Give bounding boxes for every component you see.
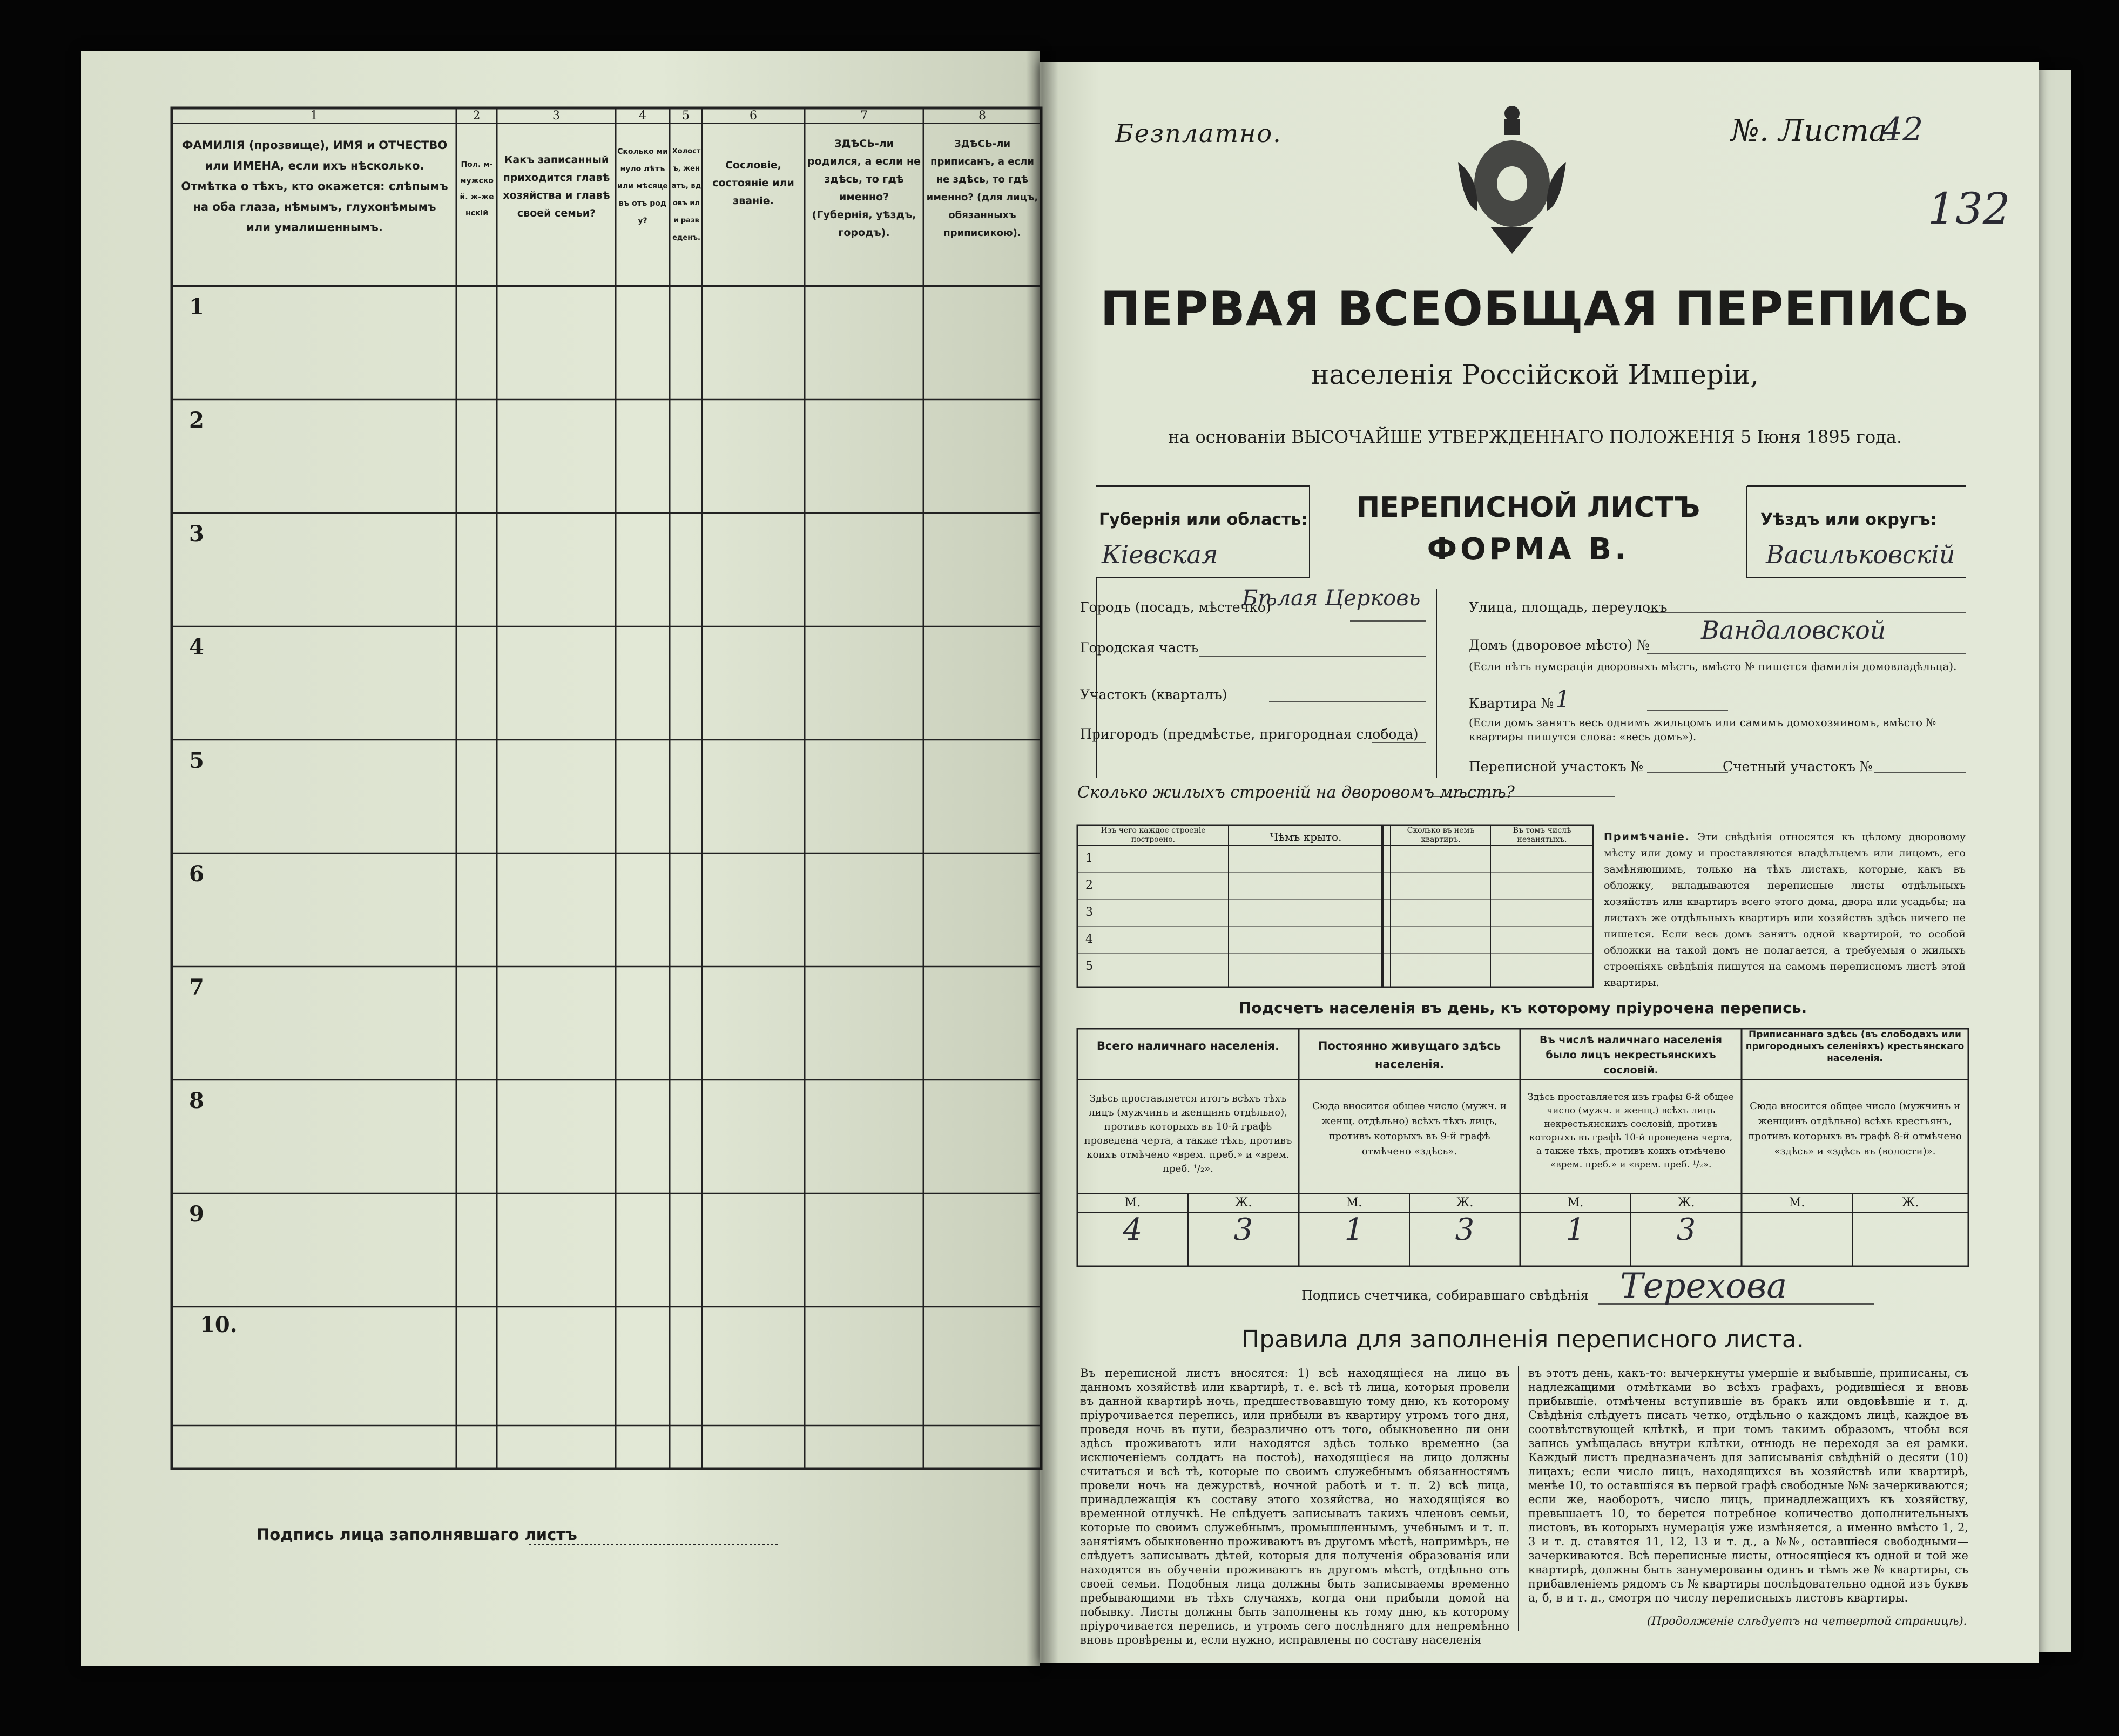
rules-text-right: въ этотъ день, какъ-то: вычеркнуты умершіе и выбывшіе, приписаны, съ надлежащими отмѣтками во всѣхъ графахъ, родившіеся и вновь прибывшіе. отмѣчены вступившіе въ бракъ или овдовѣвшіе и т. д. Свѣдѣнія слѣдуетъ писать четко, отдѣльно о каждомъ лицѣ, каждое въ соотвѣтствующей клѣткѣ, и при томъ такимъ образомъ, чтобы вся запись умѣщалась внутри клѣтки, отнюдь не переходя за ея рамки. Каждый листъ предназначенъ для записыванія свѣдѣній о десяти (10) лицахъ; если число лицъ, находящихся въ хозяйствѣ или квартирѣ, менѣе 10, то оставшіяся въ первой графѣ свободные №№ зачеркиваются; если же, наоборотъ, число лицъ, принадлежащихъ къ хозяйству, превышаетъ 10, то берется потребное количество дополнительныхъ листовъ, въ которыхъ нумерація уже измѣняется, а именно вмѣсто 1, 2, 3 и т. д. ставятся 11, 12, 13 и т. д., а №№, оставшіеся свободными—зачеркиваются. Всѣ переписные листы, относящіеся къ одной и той же квартирѣ, должны быть занумерованы одинъ и тѣмъ же № квартиры, съ прибавленіемъ рядомъ съ № квартиры послѣдовательно одной изъ буквъ а, б, в и т. д., смотря по числу переписныхъ листовъ квартиры.	[1528, 1367, 1968, 1604]
street-label: Улица, площадь, переулокъ	[1469, 599, 1668, 615]
buildings-row-3: 3	[1085, 906, 1093, 919]
plot-label: Участокъ (кварталъ)	[1080, 687, 1227, 702]
col-number-4: 4	[639, 109, 646, 123]
buildings-header-apartments: Сколько въ немъ квартиръ.	[1407, 826, 1475, 844]
col-number-7: 7	[860, 109, 868, 123]
col-header-relation: Какъ записанный приходится главѣ хозяйства и главѣ своей семьи?	[503, 154, 610, 219]
buildings-header-vacant: Въ томъ числѣ незанятыхъ.	[1513, 826, 1571, 844]
tally-label-3: М.	[1346, 1196, 1362, 1210]
tally-value-4: 3	[1455, 1212, 1475, 1247]
col-header-registration: ЗДѢСЬ-ли приписанъ, а если не здѣсь, то гдѣ именно? (для лицъ, обязанныхъ приписикою).	[926, 138, 1038, 239]
col-number-2: 2	[473, 109, 481, 123]
row-number-7: 7	[189, 975, 204, 1000]
col-number-6: 6	[750, 109, 757, 123]
signature-label: Подпись лица заполнявшаго листъ	[257, 1525, 577, 1544]
buildings-row-5: 5	[1085, 960, 1093, 973]
tally-header-present: Всего наличнаго населенія.	[1096, 1039, 1280, 1052]
col-number-1: 1	[310, 109, 318, 123]
rules-continue: (Продолженіе слѣдуетъ на четвертой страницѣ).	[1647, 1615, 1967, 1627]
tally-value-6: 3	[1676, 1212, 1696, 1247]
col-header-age: Сколько минуло лѣтъ или мѣсяцевъ отъ роду?	[617, 147, 668, 225]
form-title: ПЕРЕПИСНОЙ ЛИСТЪ	[1356, 491, 1700, 524]
buildings-header-roof: Чѣмъ крыто.	[1270, 830, 1342, 843]
tally-note-present: Здѣсь проставляется итогъ всѣхъ тѣхъ лицъ (мужчинъ и женщинъ отдѣльно), противъ которыхъ въ 10-й графѣ проведена черта, а также тѣхъ, противъ коихъ отмѣчено «врем. преб.» и «врем. преб. ¹/₂».	[1084, 1093, 1292, 1174]
note-title: Примѣчаніе.	[1604, 831, 1690, 843]
corner-number: 132	[1928, 184, 2010, 234]
row-number-2: 2	[189, 408, 204, 433]
col-number-8: 8	[978, 109, 986, 123]
buildings-row-4: 4	[1085, 933, 1093, 946]
col-header-estate: Сословіе, состояніе или званіе.	[712, 159, 794, 207]
gubernia-label: Губернія или область:	[1099, 510, 1308, 529]
tally-header-resident: Постоянно живущаго здѣсь населенія.	[1318, 1039, 1501, 1071]
row-number-10: 10.	[200, 1312, 238, 1338]
col-header-birthplace: ЗДѢСЬ-ли родился, а если не здѣсь, то гдѣ именно? (Губернія, уѣздъ, городъ).	[807, 138, 921, 239]
uezd-value: Васильковскій	[1766, 540, 1955, 569]
tally-value-1: 4	[1123, 1212, 1143, 1247]
tally-note-peasant: Сюда вносится общее число (мужчинъ и женщинъ отдѣльно) всѣхъ крестьянъ, противъ которыхъ въ графѣ 8-й отмѣчено «здѣсь» и «здѣсь въ (волости)».	[1748, 1100, 1962, 1157]
count-plot-label: Счетный участокъ №	[1723, 759, 1873, 774]
census-plot-label: Переписной участокъ №	[1469, 759, 1644, 774]
tally-label-1: М.	[1124, 1196, 1141, 1210]
tally-label-6: Ж.	[1677, 1196, 1695, 1210]
rules-text-left: Въ переписной листъ вносятся: 1) всѣ находящіеся на лицо въ данномъ хозяйствѣ или квартирѣ, т. е. всѣ тѣ лица, которыя провели въ данной квартирѣ ночь, предшествовавшую тому дню, къ которому пріурочивается перепись, или прибыли въ квартиру утромъ того дня, проведя ночь въ пути, безразлично отъ того, обыкновенно ли они здѣсь проживаютъ или находятся здѣсь только временно (за исключеніемъ солдатъ на постоѣ), находящіеся на лицо должны считаться и всѣ тѣ, которые по своимъ служебнымъ обязанностямъ провели ночь на дежурствѣ, ночной работѣ и т. п. 2) всѣ лица, принадлежащія къ составу этого хозяйства, но находящіяся во временной отлучкѣ. Не слѣдуетъ записывать такихъ членовъ семьи, которые по своимъ служебнымъ, промышленнымъ, учебнымъ и т. п. занятіямъ обыкновенно проживаютъ въ другомъ мѣстѣ, напримѣръ, не слѣдуетъ записывать дѣтей, которыя для полученія образованія или находятся въ обученіи проживаютъ въ другомъ мѣстѣ, отдѣльно отъ своей семьи. Подобныя лица должны быть записываемы временно пребывающими въ тѣхъ случаяхъ, когда они прибыли домой на побывку. Листы должны быть заполнены къ тому дню, къ которому пріурочивается перепись, и утромъ сего послѣдняго для непремѣнно вновь провѣрены и, если нужно, исправлены по составу населенія	[1080, 1367, 1509, 1646]
buildings-note	[1604, 829, 1966, 991]
tally-label-2: Ж.	[1234, 1196, 1252, 1210]
counter-signature: Терехова	[1620, 1266, 1787, 1306]
tally-label-5: М.	[1567, 1196, 1584, 1210]
census-subtitle: населенія Россійской Имперіи,	[1311, 359, 1759, 390]
tally-title: Подсчетъ населенія въ день, къ которому пріурочена перепись.	[1238, 999, 1807, 1017]
census-basis: на основаніи ВЫСОЧАЙШЕ УТВЕРЖДЕННАГО ПОЛОЖЕНІЯ 5 Іюня 1895 года.	[1168, 427, 1902, 447]
tally-label-8: Ж.	[1901, 1196, 1919, 1210]
row-number-6: 6	[189, 861, 204, 887]
sheet-number-label: №. Листа	[1731, 113, 1887, 148]
tally-label-4: Ж.	[1456, 1196, 1474, 1210]
row-number-9: 9	[189, 1201, 204, 1227]
col-number-3: 3	[552, 109, 560, 123]
col-header-marital: Холостъ, женатъ, вдовъ или разведенъ.	[671, 147, 701, 242]
row-number-5: 5	[189, 748, 204, 773]
tally-header-nonpeasant: Въ числѣ наличнаго населенія было лицъ некрестьянскихъ сословій.	[1539, 1034, 1722, 1076]
col-header-name: ФАМИЛІЯ (прозвище), ИМЯ и ОТЧЕСТВО или ИМЕНА, если ихъ нѣсколько. Отмѣтка о тѣхъ, кто окажется: слѣпымъ на оба глаза, нѣмымъ, глухонѣмымъ или умалишеннымъ.	[181, 139, 448, 234]
apartment-value: 1	[1555, 686, 1570, 713]
house-note: (Если нѣтъ нумераціи дворовыхъ мѣстъ, вмѣсто № пишется фамилія домовладѣльца).	[1469, 660, 1957, 673]
buildings-question: Сколько жилыхъ строеній на дворовомъ мѣстѣ?	[1077, 783, 1515, 802]
city-label: Городъ (посадъ, мѣстечко)	[1080, 599, 1271, 615]
city-value: Бѣлая Церковь	[1242, 586, 1421, 611]
suburb-label: Пригородъ (предмѣстье, пригородная слобода)	[1080, 726, 1419, 742]
free-label: Безплатно.	[1115, 119, 1282, 148]
house-label: Домъ (дворовое мѣсто) №	[1469, 637, 1650, 653]
gubernia-value: Кіевская	[1102, 540, 1218, 569]
buildings-row-2: 2	[1085, 879, 1093, 892]
apartment-note: (Если домъ занятъ весь однимъ жильцомъ или самимъ домохозяиномъ, вмѣсто № квартиры пишутся слова: «весь домъ»).	[1469, 716, 1936, 743]
city-part-label: Городская часть	[1080, 640, 1199, 656]
tally-value-2: 3	[1233, 1212, 1253, 1247]
rules-title: Правила для заполненія переписного листа.	[1241, 1326, 1804, 1353]
counter-sign-label: Подпись счетчика, собиравшаго свѣдѣнія	[1301, 1288, 1589, 1303]
uezd-label: Уѣздъ или округъ:	[1760, 510, 1937, 529]
form-name: ФОРМА В.	[1427, 532, 1630, 567]
sheet-number-value: 42	[1882, 111, 1924, 148]
tally-value-3: 1	[1344, 1212, 1364, 1247]
house-value: Вандаловской	[1701, 616, 1886, 645]
col-header-sex: Пол. м-мужской. ж-женскій	[460, 160, 494, 218]
tally-value-5: 1	[1565, 1212, 1585, 1247]
note-text: Эти свѣдѣнія относятся къ цѣлому дворовому мѣсту или дому и проставляются владѣльцемъ или лицомъ, его замѣняющимъ, только на тѣхъ листахъ, которые, какъ въ обложку, вкладываются переписные листы отдѣльныхъ хозяйствъ или квартиръ всего этого дома, двора или усадьбы; на листахъ же отдѣльныхъ квартиръ или хозяйствъ здѣсь ничего не пишется. Если весь домъ занятъ одной квартирой, то особой обложки на такой домъ не полагается, а требуемыя о жилыхъ строеніяхъ свѣдѣнія пишутся на самомъ переписномъ листѣ этой квартиры.	[1604, 831, 1966, 989]
col-number-5: 5	[682, 109, 690, 123]
row-number-3: 3	[189, 521, 204, 546]
tally-header-peasant: Приписаннаго здѣсь (въ слободахъ или пригородныхъ селеніяхъ) крестьянскаго населенія.	[1745, 1029, 1965, 1064]
row-number-4: 4	[189, 634, 204, 660]
buildings-header-material: Изъ чего каждое строеніе построено.	[1101, 826, 1206, 844]
buildings-row-1: 1	[1085, 852, 1093, 865]
tally-note-resident: Сюда вносится общее число (мужч. и женщ. отдѣльно) всѣхъ тѣхъ лицъ, противъ которыхъ въ 9-й графѣ отмѣчено «здѣсь».	[1312, 1100, 1507, 1157]
row-number-8: 8	[189, 1088, 204, 1113]
row-number-1: 1	[189, 294, 204, 320]
apartment-label: Квартира №	[1469, 695, 1554, 711]
tally-note-nonpeasant: Здѣсь проставляется изъ графы 6-й общее число (мужч. и женщ.) всѣхъ лицъ некрестьянскихъ сословій, противъ которыхъ въ графѣ 10-й проведена черта, а также тѣхъ, противъ коихъ отмѣчено «врем. преб.» и «врем. преб. ¹/₂».	[1528, 1092, 1734, 1170]
tally-label-7: М.	[1789, 1196, 1805, 1210]
census-title: ПЕРВАЯ ВСЕОБЩАЯ ПЕРЕПИСЬ	[1100, 281, 1970, 336]
